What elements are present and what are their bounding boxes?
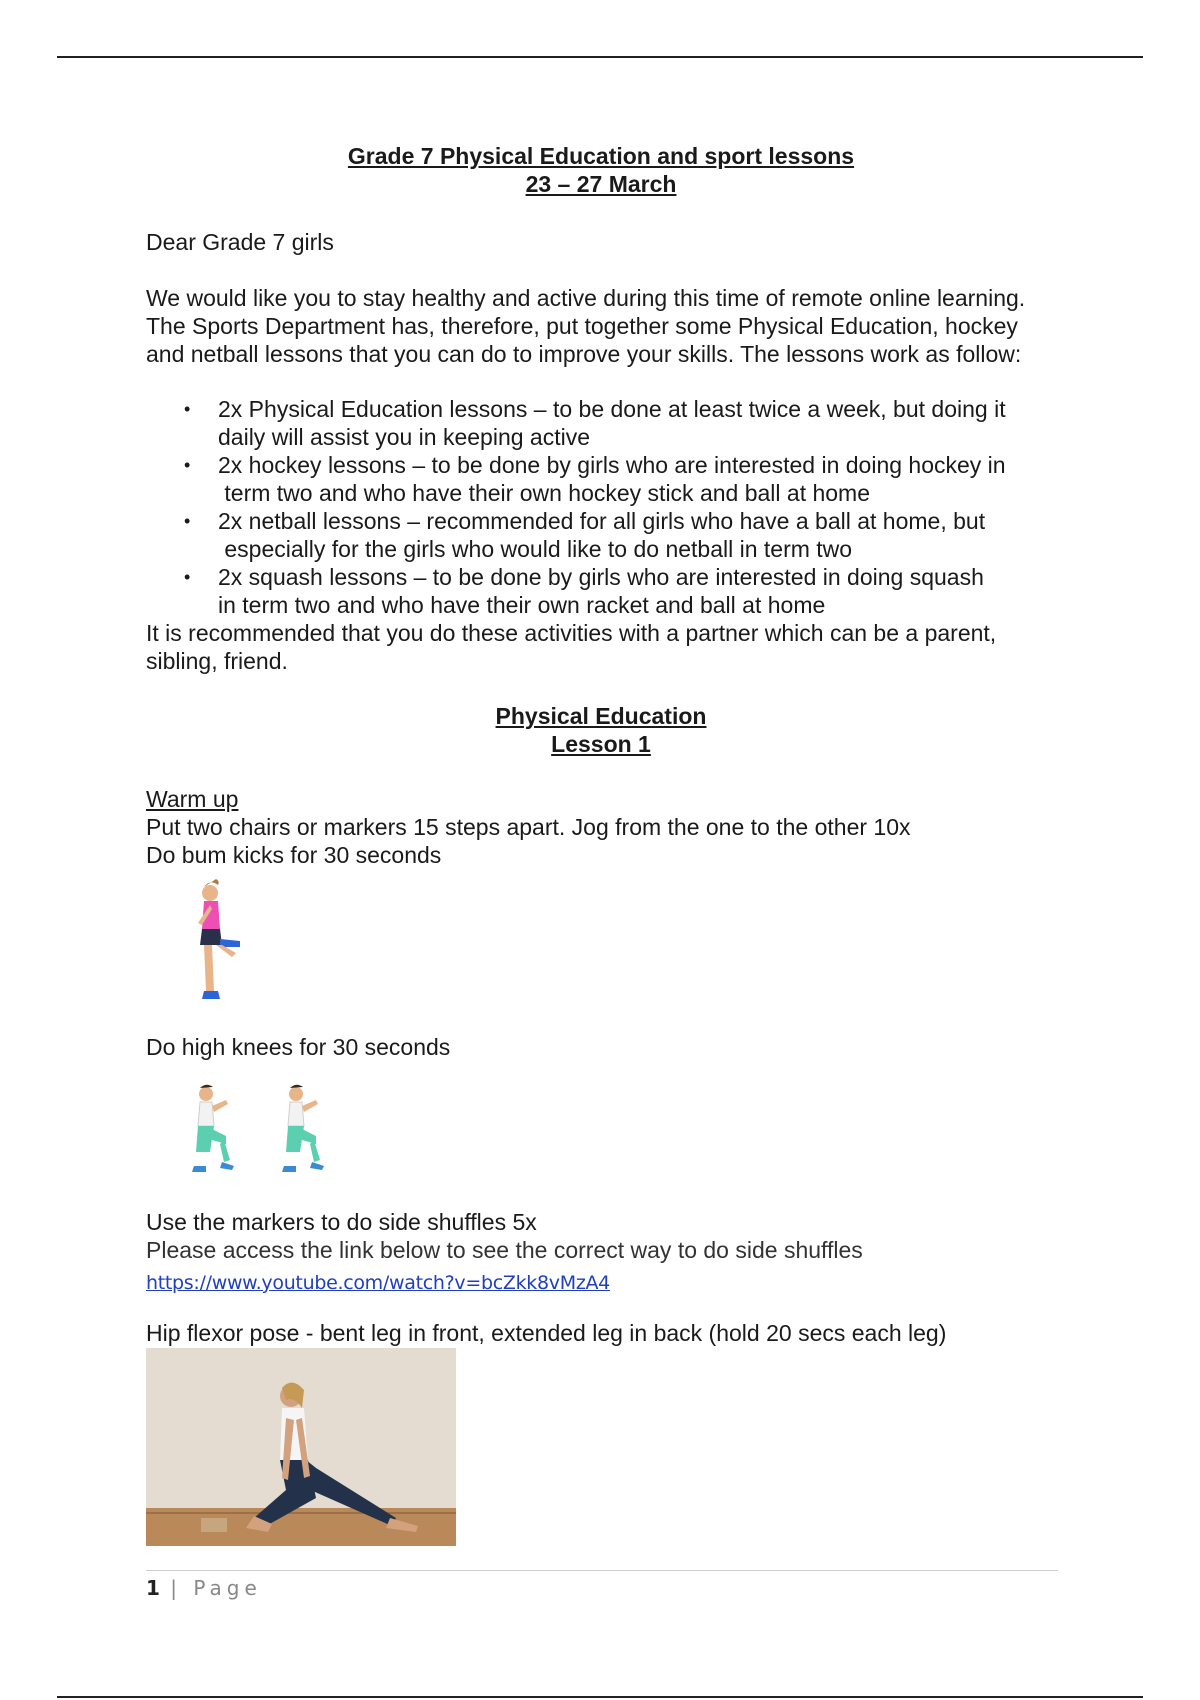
lesson-title: Lesson 1 [551, 731, 651, 757]
list-item: • 2x squash lessons – to be done by girls who are interested in doing squash in term two and who have their own racket and ball at home [184, 564, 984, 618]
section-heading [146, 702, 1056, 758]
page-footer [146, 1576, 262, 1600]
title-text: Grade 7 Physical Education and sport lessons [347, 143, 855, 169]
lesson-list [146, 395, 1056, 619]
bum-kicks-figure [176, 879, 246, 1029]
salutation: Dear Grade 7 girls [146, 229, 334, 255]
warmup-link-instruction: Please access the link below to see the correct way to do side shuffles [146, 1237, 863, 1263]
bullet-icon: • [184, 511, 191, 531]
side-shuffles-video-link[interactable]: https://www.youtube.com/watch?v=bcZkk8vMzA4 [146, 1272, 610, 1294]
hip-flexor-photo [146, 1348, 456, 1546]
bullet-icon: • [184, 455, 191, 475]
bottom-rule [57, 1696, 1143, 1698]
title-dates: 23 – 27 March [525, 171, 677, 197]
list-item: • 2x netball lessons – recommended for all girls who have a ball at home, but especially for the girls who would like to do netball in term two [184, 508, 986, 562]
warmup-step-high-knees: Do high knees for 30 seconds [146, 1034, 451, 1060]
top-rule [57, 56, 1143, 58]
warmup-step-bum-kicks: Do bum kicks for 30 seconds [146, 842, 442, 868]
list-item: • 2x Physical Education lessons – to be done at least twice a week, but doing it daily will assist you in keeping active [184, 396, 1006, 450]
warmup-heading: Warm up [146, 786, 239, 812]
bullet-icon: • [184, 399, 191, 419]
section-title: Physical Education [495, 703, 707, 729]
page-number: 1 [146, 1576, 160, 1600]
warmup-step-side-shuffles: Use the markers to do side shuffles 5x [146, 1209, 537, 1235]
footer-rule [146, 1570, 1058, 1571]
intro-paragraph: We would like you to stay healthy and active during this time of remote online learning. The Sports Department has, therefore, put together some Physical Education, hockey and netball lessons that you can do to improve your skills. The lessons work as follow: [146, 285, 1026, 367]
list-item: • 2x hockey lessons – to be done by girls who are interested in doing hockey in term two and who have their own hockey stick and ball at home [184, 452, 1006, 506]
high-knees-figure [186, 1082, 346, 1182]
bullet-icon: • [184, 567, 191, 587]
page-label: | Page [170, 1576, 262, 1600]
document-page [146, 142, 1056, 1346]
warmup-step-hip-flexor: Hip flexor pose - bent leg in front, extended leg in back (hold 20 secs each leg) [146, 1320, 947, 1346]
warmup-step-jog: Put two chairs or markers 15 steps apart. Jog from the one to the other 10x [146, 814, 911, 840]
document-title [146, 142, 1056, 198]
recommendation-text: It is recommended that you do these activities with a partner which can be a parent, sibling, friend. [146, 620, 997, 674]
